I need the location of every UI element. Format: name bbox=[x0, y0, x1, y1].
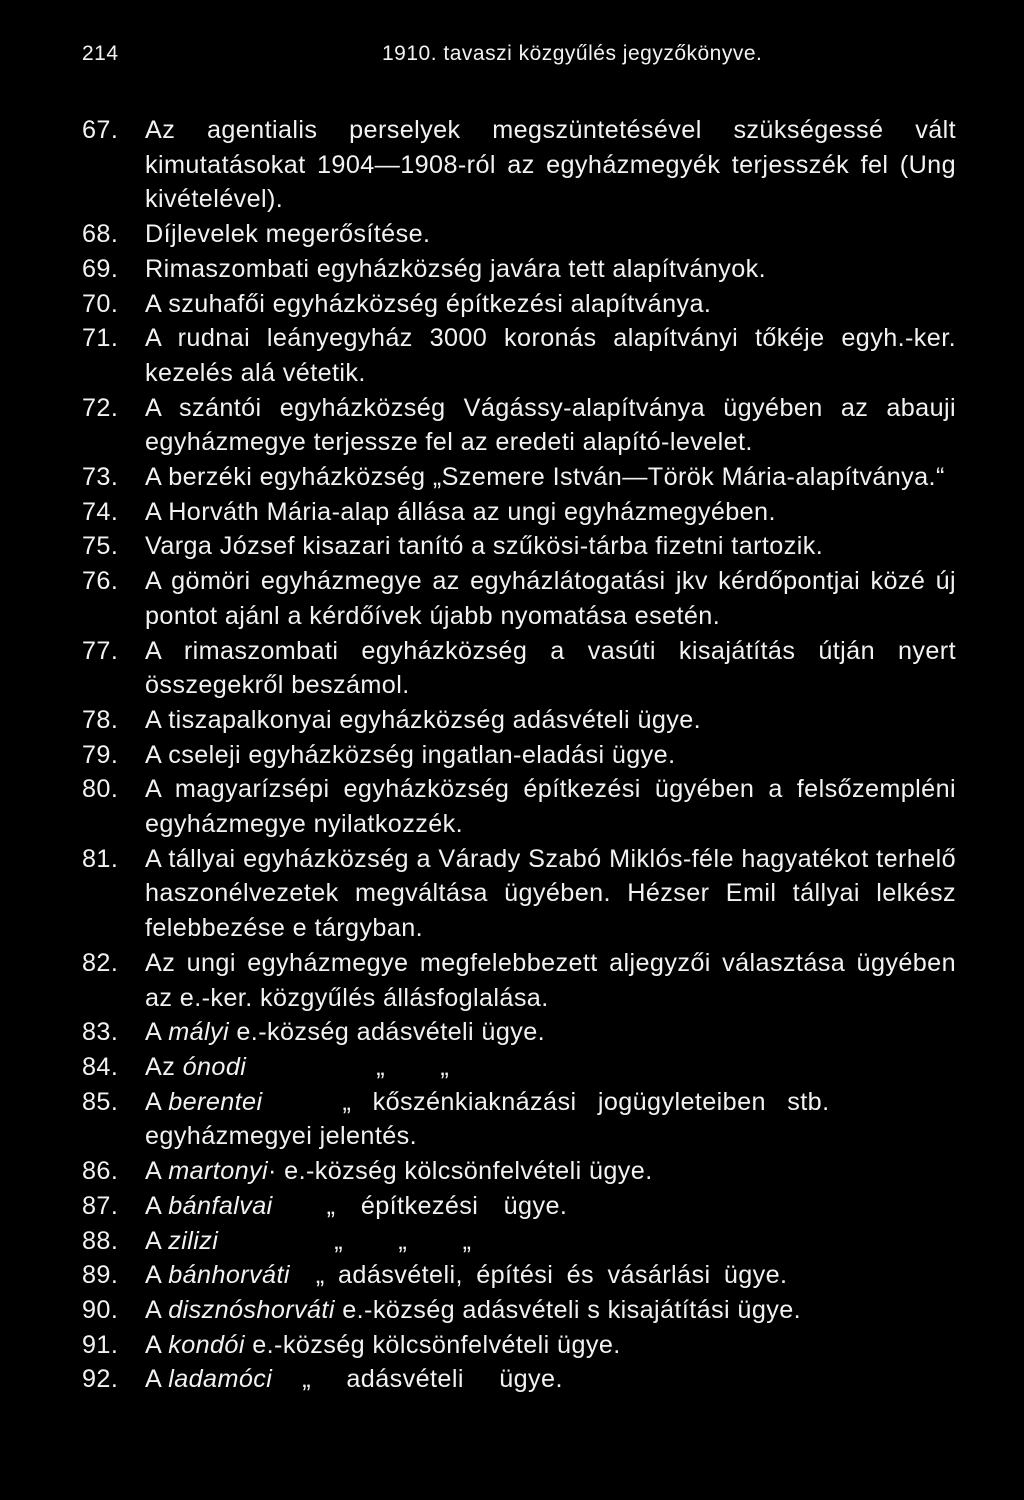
item-text: A tállyai egyházközség a Várady Szabó Miklós-féle hagyatékot terhelő haszonélvezetek megváltása ügyében. Hézser Emil tállyai lelkész felebbezése e tárgyban. bbox=[145, 844, 956, 943]
place-name: martonyi bbox=[168, 1157, 268, 1186]
item-text bbox=[145, 1085, 956, 1154]
place-name: ónodi bbox=[182, 1052, 247, 1081]
list-item bbox=[82, 217, 956, 252]
ditto-marks: „ „ „ bbox=[334, 1226, 472, 1255]
item-text: Az agentialis perselyek megszüntetésével szükségessé vált kimutatásokat 1904—1908-ról az egyházmegyék terjesszék fel (Ung kivételével). bbox=[145, 116, 956, 214]
item-rest: e.-község kölcsönfelvételi ügye. bbox=[244, 1330, 621, 1359]
list-item bbox=[82, 1258, 956, 1293]
item-number: 88. bbox=[82, 1226, 119, 1255]
item-text bbox=[145, 1154, 956, 1189]
item-text: A Horváth Mária-alap állása az ungi egyházmegyében. bbox=[145, 497, 776, 526]
list-item bbox=[82, 1362, 956, 1397]
place-name: mályi bbox=[168, 1018, 229, 1047]
item-text bbox=[145, 1050, 956, 1085]
item-rest: „ kőszénkiaknázási jogügyleteiben stb. bbox=[342, 1087, 830, 1116]
item-number: 89. bbox=[82, 1261, 119, 1290]
item-lead: Az bbox=[145, 1052, 183, 1081]
list-item bbox=[82, 564, 956, 633]
item-text: Az ungi egyházmegye megfelebbezett aljegyzői választása ügyében az e.-ker. közgyűlés állásfoglalása. bbox=[145, 948, 956, 1012]
place-name: berentei bbox=[168, 1087, 263, 1116]
item-text bbox=[145, 1328, 956, 1363]
item-number: 74. bbox=[82, 497, 119, 526]
item-number: 77. bbox=[82, 636, 119, 665]
item-text bbox=[145, 1224, 956, 1259]
item-text: A berzéki egyházközség „Szemere István—Török Mária-alapítványa.“ bbox=[145, 463, 945, 492]
item-number: 80. bbox=[82, 775, 119, 804]
item-number: 67. bbox=[82, 116, 119, 144]
list-item bbox=[82, 842, 956, 946]
item-text: Varga József kisazari tanító a szűkösi-tárba fizetni tartozik. bbox=[145, 532, 824, 561]
item-text: A szántói egyházközség Vágássy-alapítványa ügyében az abauji egyházmegye terjessze fel az eredeti alapító-levelet. bbox=[145, 393, 956, 457]
item-number: 87. bbox=[82, 1191, 119, 1220]
item-rest-continued: egyházmegyei jelentés. bbox=[145, 1122, 418, 1151]
item-number: 81. bbox=[82, 844, 119, 873]
item-lead: A bbox=[145, 1330, 169, 1359]
item-number: 73. bbox=[82, 463, 119, 492]
item-text: A gömöri egyházmegye az egyházlátogatási jkv kérdőpontjai közé új pontot ajánl a kérdőívek újabb nyomatása esetén. bbox=[145, 567, 956, 630]
list-item bbox=[82, 529, 956, 564]
item-number: 68. bbox=[82, 220, 119, 249]
place-name: zilizi bbox=[168, 1226, 219, 1255]
item-number: 79. bbox=[82, 740, 119, 769]
item-lead: A bbox=[145, 1191, 169, 1220]
item-number: 76. bbox=[82, 567, 119, 596]
list-item bbox=[82, 634, 956, 703]
item-number: 84. bbox=[82, 1052, 119, 1081]
item-text: A cseleji egyházközség ingatlan-eladási ügye. bbox=[145, 740, 676, 769]
item-number: 71. bbox=[82, 324, 119, 353]
list-item bbox=[82, 495, 956, 530]
item-text bbox=[145, 1293, 956, 1328]
item-text: A magyarízsépi egyházközség építkezési ügyében a felsőzempléni egyházmegye nyilatkozzék. bbox=[145, 775, 956, 839]
item-number: 83. bbox=[82, 1018, 119, 1047]
item-lead: A bbox=[145, 1018, 169, 1047]
list-item bbox=[82, 703, 956, 738]
item-number: 69. bbox=[82, 254, 119, 283]
list-item bbox=[82, 1328, 956, 1363]
item-number: 86. bbox=[82, 1157, 119, 1186]
ditto-marks: „ „ bbox=[376, 1052, 450, 1081]
item-number: 82. bbox=[82, 948, 119, 977]
list-item bbox=[82, 738, 956, 773]
item-number: 70. bbox=[82, 289, 119, 318]
list-item bbox=[82, 252, 956, 287]
item-lead: A bbox=[145, 1226, 169, 1255]
item-lead: A bbox=[145, 1087, 169, 1116]
item-rest: „ adásvételi, építési és vásárlási ügye. bbox=[315, 1261, 788, 1290]
item-text: A rimaszombati egyházközség a vasúti kisajátítás útján nyert összegekről beszámol. bbox=[145, 636, 956, 700]
list-item bbox=[82, 287, 956, 322]
item-number: 92. bbox=[82, 1365, 119, 1394]
place-name: kondói bbox=[168, 1330, 245, 1359]
list-item bbox=[82, 1293, 956, 1328]
place-name: bánfalvai bbox=[168, 1191, 273, 1220]
item-rest: e.-község adásvételi s kisajátítási ügye. bbox=[334, 1295, 802, 1324]
list-item bbox=[82, 1050, 956, 1085]
list-item bbox=[82, 1154, 956, 1189]
item-number: 78. bbox=[82, 705, 119, 734]
item-lead: A bbox=[145, 1365, 169, 1394]
page-header bbox=[82, 42, 962, 78]
list-item bbox=[82, 391, 956, 460]
item-lead: A bbox=[145, 1295, 169, 1324]
item-rest: „ adásvételi ügye. bbox=[302, 1365, 563, 1394]
list-item bbox=[82, 772, 956, 841]
item-text: A rudnai leányegyház 3000 koronás alapítványi tőkéje egyh.-ker. kezelés alá vétetik. bbox=[145, 324, 956, 387]
list-item bbox=[82, 1224, 956, 1259]
item-lead: A bbox=[145, 1261, 169, 1290]
list-item bbox=[82, 1085, 956, 1154]
item-text bbox=[145, 1258, 956, 1293]
item-rest: „ építkezési ügye. bbox=[326, 1191, 568, 1220]
item-rest: · e.-község kölcsönfelvételi ügye. bbox=[268, 1157, 653, 1186]
list-item bbox=[82, 113, 956, 217]
list-item bbox=[82, 1015, 956, 1050]
item-text: A tiszapalkonyai egyházközség adásvételi ügye. bbox=[145, 705, 702, 734]
item-rest: e.-község adásvételi ügye. bbox=[229, 1018, 546, 1047]
item-number: 72. bbox=[82, 393, 119, 422]
item-number: 90. bbox=[82, 1295, 119, 1324]
item-lead: A bbox=[145, 1157, 169, 1186]
place-name: bánhorváti bbox=[168, 1261, 290, 1290]
item-text: A szuhafői egyházközség építkezési alapítványa. bbox=[145, 289, 712, 318]
list-item bbox=[82, 946, 956, 1015]
item-text bbox=[145, 1189, 956, 1224]
item-text: Díjlevelek megerősítése. bbox=[145, 220, 431, 249]
item-text bbox=[145, 1362, 956, 1397]
list-item bbox=[82, 460, 956, 495]
item-number: 75. bbox=[82, 532, 119, 561]
place-name: ladamóci bbox=[168, 1365, 273, 1394]
list-item bbox=[82, 1189, 956, 1224]
place-name: disznóshorváti bbox=[168, 1295, 335, 1324]
page-number: 214 bbox=[82, 42, 119, 65]
running-title: 1910. tavaszi közgyűlés jegyzőkönyve. bbox=[382, 42, 763, 65]
item-number: 91. bbox=[82, 1330, 119, 1359]
agenda-list bbox=[82, 113, 956, 1397]
list-item bbox=[82, 321, 956, 390]
item-text: Rimaszombati egyházközség javára tett alapítványok. bbox=[145, 254, 767, 283]
item-text bbox=[145, 1015, 956, 1050]
item-number: 85. bbox=[82, 1087, 119, 1116]
